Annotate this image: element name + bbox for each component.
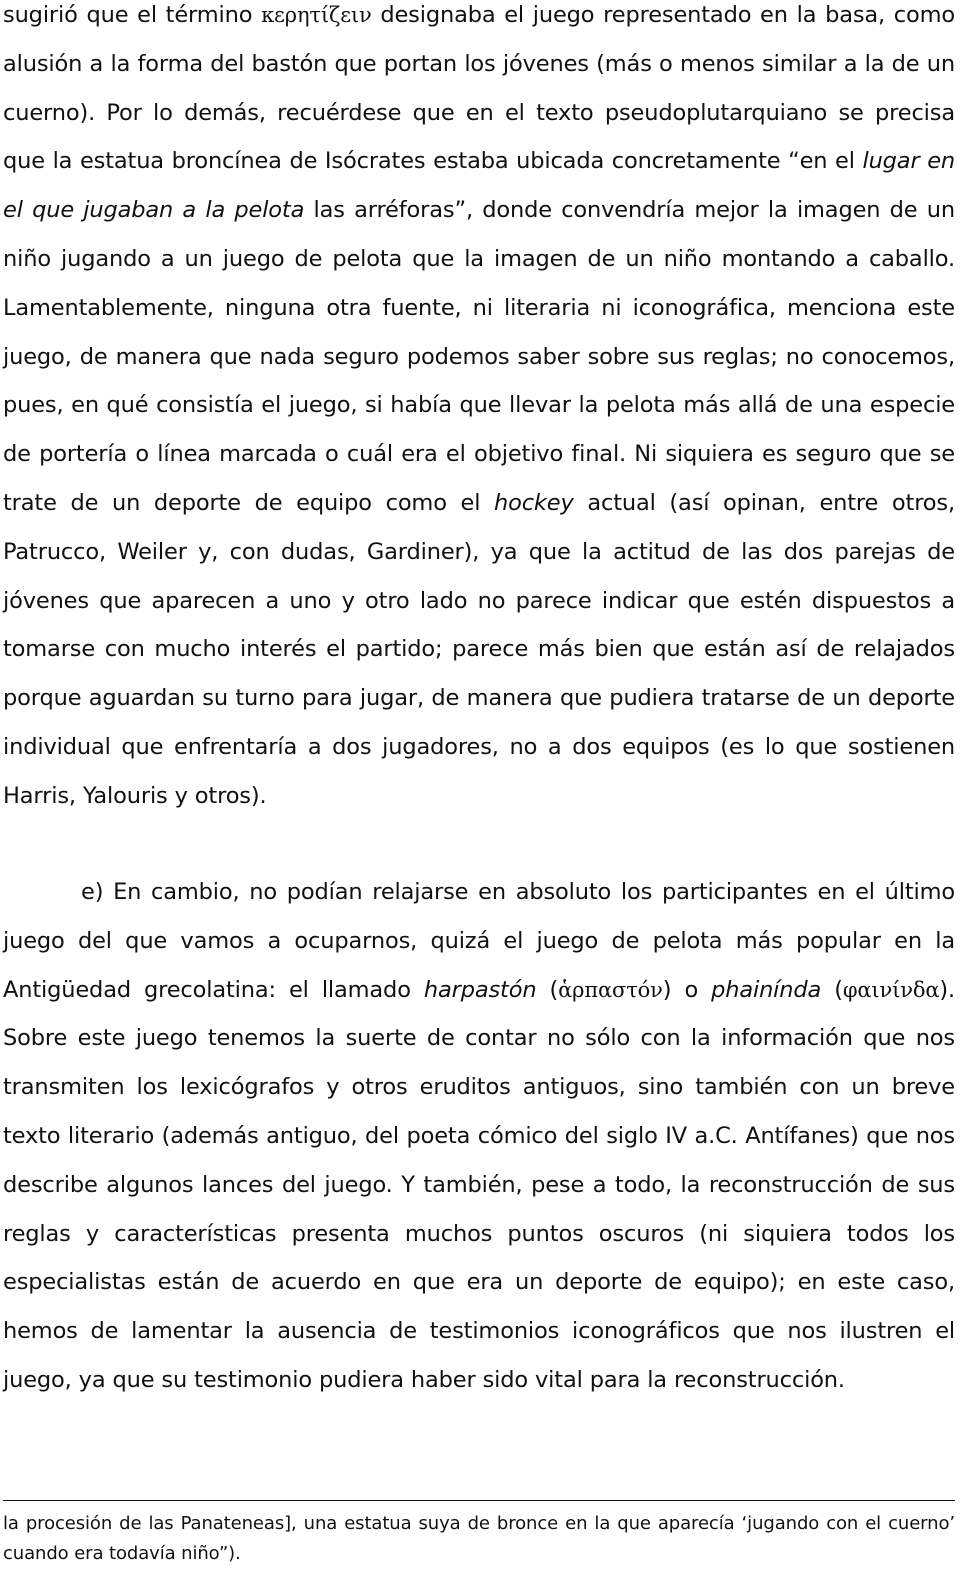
paragraph-1-text: sugirió que el término bbox=[3, 2, 262, 28]
paragraph-2-text: ( bbox=[536, 976, 559, 1003]
paragraph-1 bbox=[3, 0, 955, 821]
italic-term-hockey: hockey bbox=[493, 489, 574, 516]
paragraph-2-text: ). Sobre este juego tenemos la suerte de contar no sólo con la información que nos transmiten los lexicógrafos y otros eruditos antiguos, sino también con un breve texto literario (además antiguo, del poeta cómico del siglo IV a.C. Antífanes) que nos describe algunos lances del juego. Y también, pese a todo, la reconstrucción de sus reglas y características presenta muchos puntos oscuros (ni siquiera todos los especialistas están de acuerdo en que era un deporte de equipo); en este caso, hemos de lamentar la ausencia de testimonios iconográficos que nos ilustren el juego, ya que su testimonio pudiera haber sido vital para la reconstrucción. bbox=[3, 976, 955, 1393]
greek-term-phaininda: φαινίνδα bbox=[842, 977, 940, 1002]
italic-quote-lugar: lugar en el que jugaban a la pelota bbox=[3, 148, 955, 224]
greek-term-harpaston: ἁρπαστόν bbox=[558, 977, 663, 1002]
paragraph-2-text: ) o bbox=[662, 976, 712, 1003]
paragraph-1-text: actual (así opinan, entre otros, Patrucco, Weiler y, con dudas, Gardiner), ya que la actitud de las dos parejas de jóvenes que aparecen a uno y otro lado no parece indicar que estén dispuestos a tomarse con mucho interés el partido; parece más bien que están así de relajados porque aguardan su turno para jugar, de manera que pudiera tratarse de un deporte individual que enfrentaría a dos jugadores, no a dos equipos (es lo que sostienen Harris, Yalouris y otros). bbox=[3, 489, 955, 809]
paragraph-2-text: e) En cambio, no podían relajarse en absoluto los participantes en el último juego del que vamos a ocuparnos, quizá el juego de pelota más popular en la Antigüedad grecolatina: el llamado bbox=[3, 879, 955, 1003]
greek-term-kerethizein: κερητίζειν bbox=[261, 3, 372, 27]
paragraph-2-text: ( bbox=[821, 976, 843, 1003]
paragraph-1-text: las arréforas”, donde convendría mejor la imagen de un niño jugando a un juego de pelota que la imagen de un niño montando a caballo. Lamentablemente, ninguna otra fuente, ni literaria ni iconográfica, menciona este juego, de manera que nada seguro podemos saber sobre sus reglas; no conocemos, pues, en qué consistía el juego, si había que llevar la pelota más allá de una especie de portería o línea marcada o cuál era el objetivo final. Ni siquiera es seguro que se trate de un deporte de equipo como el bbox=[3, 197, 955, 516]
paragraph-2 bbox=[3, 868, 955, 1405]
footnote-text: la procesión de las Panateneas], una estatua suya de bronce en la que aparecía ‘jugando con el cuerno’ cuando era todavía niño”). bbox=[3, 1513, 955, 1564]
footnote-separator bbox=[3, 1500, 955, 1501]
italic-term-phaininda: phainínda bbox=[711, 976, 822, 1003]
italic-term-harpaston: harpastón bbox=[423, 976, 537, 1003]
paragraph-1-text: designaba el juego representado en la basa, como alusión a la forma del bastón que portan los jóvenes (más o menos similar a la de un cuerno). Por lo demás, recuérdese que en el texto pseudoplutarquiano se precisa que la estatua broncínea de Isócrates estaba ubicada concretamente “en el bbox=[3, 2, 955, 175]
